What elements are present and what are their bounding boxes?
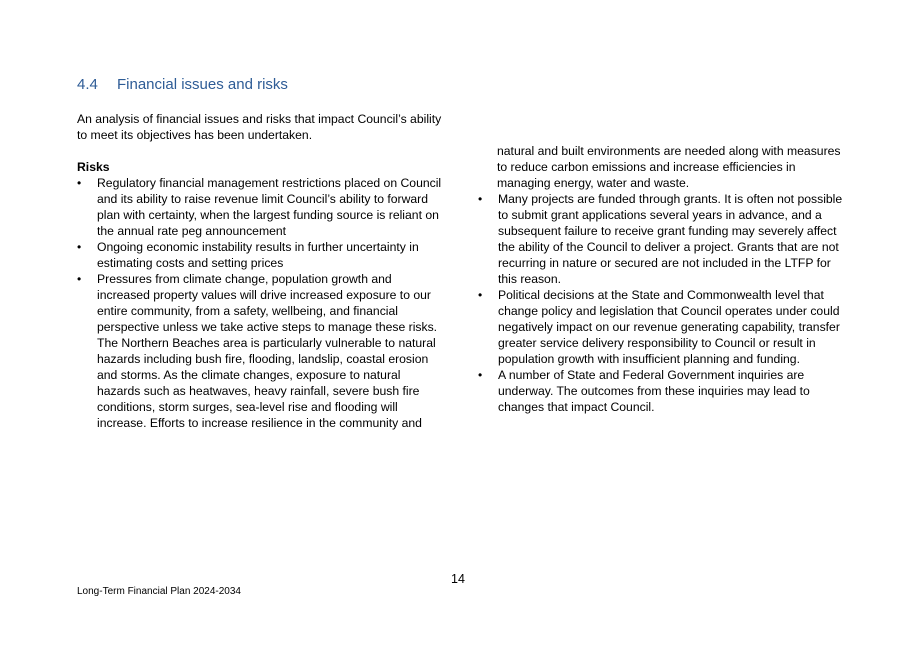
list-item-text: Ongoing economic instability results in further uncertainty in estimating costs and setting prices	[97, 240, 419, 270]
bullet-icon: •	[478, 288, 483, 302]
bullet-icon: •	[478, 368, 483, 382]
bullet-icon: •	[478, 192, 483, 206]
list-item-continuation: natural and built environments are needed along with measures to reduce carbon emissions and increase efficiencies in managing energy, water and waste.	[497, 144, 841, 190]
list-item	[478, 191, 848, 287]
page-number: 14	[451, 572, 465, 586]
list-item-text: A number of State and Federal Government inquiries are underway. The outcomes from these inquiries may lead to changes that impact Council.	[498, 368, 810, 414]
list-item-text: Pressures from climate change, population growth and increased property values will drive increased exposure to our entire community, from a safety, wellbeing, and financial perspective unless we take active steps to manage these risks. The Northern Beaches area is particularly vulnerable to natural hazards including bush fire, flooding, landslip, coastal erosion and storms. As the climate changes, exposure to natural hazards such as heatwaves, heavy rainfall, severe bush fire conditions, storm surges, sea-level rise and flooding will increase. Efforts to increase resilience in the community and	[97, 272, 438, 430]
section-title: Financial issues and risks	[117, 76, 288, 93]
list-item	[478, 287, 848, 367]
list-item-text: Political decisions at the State and Commonwealth level that change policy and legislation that Council operates under could negatively impact on our revenue generating capability, transfer greater service delivery responsibility to Council or result in population growth with insufficient planning and funding.	[498, 288, 840, 366]
bullet-icon: •	[77, 176, 82, 190]
section-heading	[77, 76, 288, 93]
risks-subheading: Risks	[77, 160, 110, 174]
risks-list-right	[478, 191, 848, 415]
intro-paragraph: An analysis of financial issues and risks that impact Council’s ability to meet its objectives has been undertaken.	[77, 112, 442, 142]
list-item	[77, 239, 447, 271]
left-column	[77, 111, 447, 431]
list-item	[478, 367, 848, 415]
list-item-text: Many projects are funded through grants. It is often not possible to submit grant applications several years in advance, and a subsequent failure to receive grant funding may severely affect the ability of the Council to deliver a project. Grants that are not recurring in nature or secured are not included in the LTFP for this reason.	[498, 192, 843, 286]
bullet-icon: •	[77, 240, 82, 254]
list-item-text: Regulatory financial management restrictions placed on Council and its ability to raise revenue limit Council’s ability to forward plan with certainty, when the largest funding source is reliant on the annual rate peg announcement	[97, 176, 442, 238]
list-item	[77, 175, 447, 239]
section-number: 4.4	[77, 76, 98, 93]
right-column	[478, 143, 848, 415]
bullet-icon: •	[77, 272, 82, 286]
risks-list-left	[77, 175, 447, 431]
document-footer: Long-Term Financial Plan 2024-2034	[77, 586, 241, 597]
list-item	[77, 271, 447, 431]
